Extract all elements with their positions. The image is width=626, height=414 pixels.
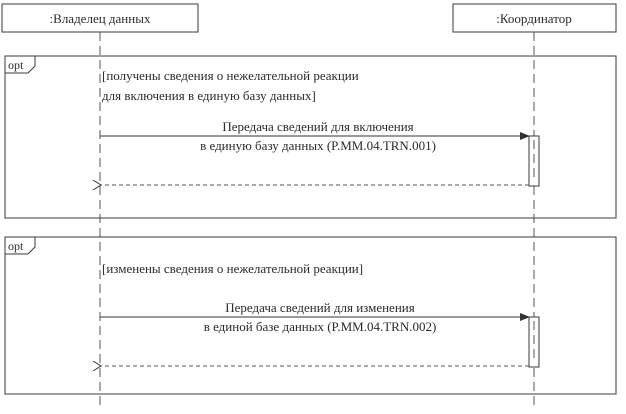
- opt-fragment-2: [5, 237, 616, 394]
- participant-coordinator-label: :Координатор: [496, 11, 572, 26]
- message-label-line1: Передача сведений для изменения: [225, 300, 415, 315]
- guard-condition-line1: [изменены сведения о нежелательной реакции]: [102, 261, 364, 276]
- message-label-line1: Передача сведений для включения: [222, 119, 414, 134]
- guard-condition-line2: для включения в единую базу данных]: [102, 88, 316, 103]
- fragment-operator-label: opt: [8, 58, 24, 72]
- opt-fragment-1: [5, 56, 616, 218]
- message-label-line2: в единой базе данных (P.MM.04.TRN.002): [203, 319, 437, 334]
- guard-condition-line1: [получены сведения о нежелательной реакции: [102, 68, 359, 83]
- fragment-operator-label: opt: [8, 239, 24, 253]
- message-label-line2: в единую базу данных (P.MM.04.TRN.001): [200, 138, 436, 153]
- participant-owner-label: :Владелец данных: [49, 11, 151, 26]
